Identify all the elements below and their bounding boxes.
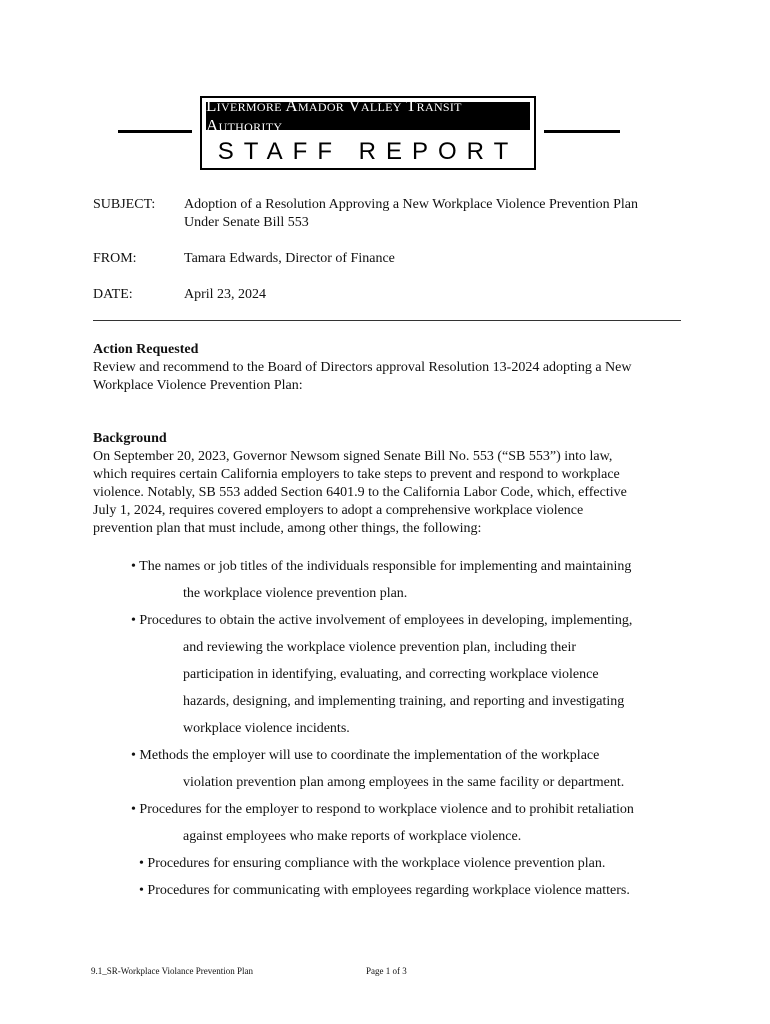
date-value: April 23, 2024 [184,287,267,302]
list-item-text: • Procedures for ensuring compliance with the workplace violence prevention plan. [139,856,606,871]
background-section [93,430,683,538]
action-heading: Action Requested [93,342,199,357]
list-item-continuation: participation in identifying, evaluating, and correcting workplace violence [183,667,599,682]
list-item-text: • Procedures to obtain the active involvement of employees in developing, implementing, [131,613,633,628]
action-requested-section [93,341,683,395]
list-item-continuation: workplace violence incidents. [183,721,350,736]
section-divider [93,320,681,321]
list-item-text: • Procedures for communicating with employees regarding workplace violence matters. [139,883,630,898]
footer-filename: 9.1_SR-Workplace Violance Prevention Plan [91,966,254,976]
date-label: DATE: [93,287,133,302]
background-line-3: violence. Notably, SB 553 added Section 6401.9 to the California Labor Code, which, effective [93,485,627,500]
action-line-1: Review and recommend to the Board of Directors approval Resolution 13-2024 adopting a New [93,360,632,375]
list-item-continuation: violation prevention plan among employees in the same facility or department. [183,775,625,790]
requirements-list [131,553,691,904]
list-item [131,607,691,742]
list-item-text: • Methods the employer will use to coordinate the implementation of the workplace [131,748,600,763]
staff-report-logo [200,96,536,170]
header-rule-left [118,130,192,133]
subject-line-1: Adoption of a Resolution Approving a New Workplace Violence Prevention Plan [184,197,638,212]
list-item [131,553,691,607]
action-line-2: Workplace Violence Prevention Plan: [93,378,303,393]
subject-value [184,196,694,232]
list-item [131,796,691,850]
list-item-continuation: and reviewing the workplace violence prevention plan, including their [183,640,577,655]
report-title: STAFF REPORT [217,138,519,165]
background-heading: Background [93,431,167,446]
list-item-continuation: against employees who make reports of workplace violence. [183,829,522,844]
background-line-4: July 1, 2024, requires covered employers to adopt a comprehensive workplace violence [93,503,584,518]
list-item-continuation: the workplace violence prevention plan. [183,586,408,601]
list-item-continuation: hazards, designing, and implementing training, and reporting and investigating [183,694,625,709]
subject-line-2: Under Senate Bill 553 [184,215,309,230]
background-line-1: On September 20, 2023, Governor Newsom signed Senate Bill No. 553 (“SB 553”) into law, [93,449,613,464]
footer-page-number: Page 1 of 3 [366,966,407,976]
list-item [131,742,691,796]
list-item [131,850,691,877]
background-line-5: prevention plan that must include, among other things, the following: [93,521,482,536]
from-label: FROM: [93,251,137,266]
subject-label: SUBJECT: [93,197,156,212]
list-item-text: • Procedures for the employer to respond to workplace violence and to prohibit retaliation [131,802,634,817]
organization-name: Livermore Amador Valley Transit Authority [206,102,530,130]
list-item-text: • The names or job titles of the individuals responsible for implementing and maintaining [131,559,632,574]
list-item [131,877,691,904]
header-rule-right [544,130,620,133]
from-value: Tamara Edwards, Director of Finance [184,251,395,266]
background-line-2: which requires certain California employers to take steps to prevent and respond to workplace [93,467,620,482]
